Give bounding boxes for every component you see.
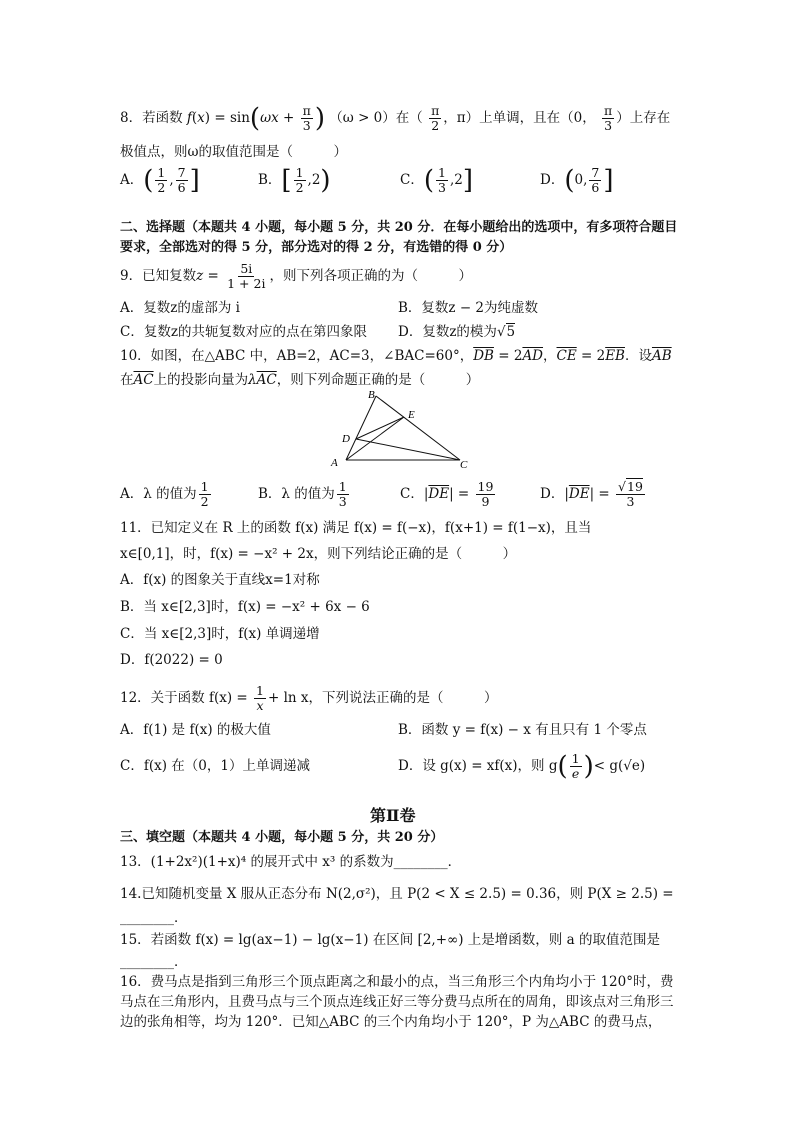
- q9-option-a: A．复数z的虚部为 i: [120, 300, 240, 316]
- q11-option-c: C．当 x∈[2,3]时，f(x) 单调递增: [120, 626, 320, 642]
- q9-option-d: D．复数z的模为√5: [398, 324, 516, 340]
- section3-heading: 三、填空题（本题共 4 小题，每小题 5 分，共 20 分）: [120, 830, 444, 845]
- q10-option-b: B．λ 的值为 $\frac{1}{3}$: [258, 479, 347, 509]
- q9-frac: $\frac{5i}{1 + 2i}$: [227, 261, 266, 291]
- q10-text-b: ．设: [624, 348, 652, 364]
- q12-option-d-text-b: < g(√e): [593, 758, 646, 774]
- q10-triangle-figure: [326, 386, 476, 470]
- q8-option-c: C．( $\frac{1}{3}$ ,2]: [400, 165, 473, 196]
- q8-opt-label-b: B．: [258, 172, 282, 188]
- q11-line1: 11．已知定义在 R 上的函数 f(x) 满足 f(x) = f(−x)，f(x+1) = f(1−x)，且当: [120, 520, 592, 536]
- q12-option-d-text-a: D．设 g(x) = xf(x)，则 g: [398, 758, 558, 774]
- segment-ae: [346, 417, 404, 460]
- q15-line2: ________．: [120, 954, 188, 970]
- q12-option-a: A．f(1) 是 f(x) 的极大值: [120, 722, 271, 738]
- q8-text-a: 8．若函数: [120, 110, 183, 126]
- edge-ab: [346, 396, 376, 460]
- q9-stem: 9．已知复数z = $\frac{5i}{1 + 2i}$ ，则下列各项正确的为（ ）: [120, 261, 472, 291]
- q8-frac-pi2: $\frac{\pi}{2}$: [431, 103, 440, 133]
- q8-option-d: D．(0, $\frac{7}{6}$ ]: [540, 165, 614, 196]
- q14-line2: ________．: [120, 910, 188, 926]
- q8-opt-label-a: A．: [120, 172, 144, 188]
- q12-text-a: 12．关于函数 f(x) =: [120, 690, 248, 706]
- q8-text-c: ）上单调，且在（0，: [465, 110, 596, 126]
- q11-line2: x∈[0,1]，时，f(x) = −x² + 2x，则下列结论正确的是（ ）: [120, 546, 517, 562]
- q15-line1: 15．若函数 f(x) = lg(ax−1) − lg(x−1) 在区间 [2,+∞) 上是增函数，则 a 的取值范围是: [120, 932, 660, 948]
- q8-func: f: [186, 110, 192, 126]
- q10-text-c: 在: [120, 372, 134, 388]
- part2-heading: 第Ⅱ卷: [370, 806, 416, 825]
- q10-option-c-text: C．: [400, 486, 424, 502]
- q10-option-b-text: B．λ 的值为: [258, 486, 335, 502]
- section2-heading: 二、选择题（本题共 4 小题，每小题 5 分，共 20 分．在每小题给出的选项中，有多项符合题目要求，全部选对的得 5 分，部分选对的得 2 分，有选错的得 0 分）: [120, 220, 678, 255]
- q10-text-d: 上的投影向量为: [153, 372, 249, 388]
- q8-option-b: B．[ $\frac{1}{2}$ ,2): [258, 165, 331, 196]
- q12-option-b: B．函数 y = f(x) − x 有且只有 1 个零点: [398, 722, 647, 738]
- q12-frac: $\frac{1}{x}$: [256, 683, 264, 713]
- q11-option-b: B．当 x∈[2,3]时，f(x) = −x² + 6x − 6: [120, 599, 370, 615]
- label-a: A: [331, 457, 338, 469]
- q8-line2: 极值点，则ω的取值范围是（ ）: [120, 144, 348, 160]
- q9-option-b: B．复数z − 2为纯虚数: [398, 300, 539, 316]
- q8-opt-label-c: C．: [400, 172, 424, 188]
- q12-stem: [120, 684, 498, 713]
- label-d: D: [342, 433, 350, 445]
- q10-text-e: ，则下列命题正确的是（ ）: [276, 372, 480, 388]
- q8-opt-label-d: D．: [540, 172, 565, 188]
- q8-frac-pi3: $\frac{\pi}{3}$: [302, 103, 311, 133]
- q10-option-a-text: A．λ 的值为: [120, 486, 197, 502]
- q12-option-d: D．设 g(x) = xf(x)，则 g( $\frac{1}{e}$ )< g(√e): [398, 751, 646, 782]
- label-b: B: [368, 389, 375, 401]
- q13: 13．(1+2x²)(1+x)⁴ 的展开式中 x³ 的系数为________．: [120, 854, 462, 870]
- q8-option-a: A．( $\frac{1}{2}$ , $\frac{7}{6}$ ]: [120, 165, 200, 196]
- q10-option-c: C．$|\overline{DE}|$ = $\frac{19}{9}$: [400, 479, 494, 509]
- label-c: C: [460, 459, 468, 470]
- q9-option-d-text: D．复数z的模为: [398, 324, 497, 340]
- q9-option-c: C．复数z的共轭复数对应的点在第四象限: [120, 324, 367, 340]
- q12-option-c: C．f(x) 在（0，1）上单调递减: [120, 758, 310, 774]
- q10-option-d: D．$|\overline{DE}|$ = $\frac{√19}{3}$: [540, 479, 643, 509]
- q10-option-a: A．λ 的值为 $\frac{1}{2}$: [120, 479, 209, 509]
- q10-line2: 在$\overline{AC}$上的投影向量为$\lambda\overline{AC}$，则下列命题正确的是（ ）: [120, 372, 480, 388]
- segment-dc: [356, 439, 460, 460]
- label-e: E: [408, 409, 415, 421]
- q8-frac-pi3b: $\frac{\pi}{3}$: [604, 103, 613, 133]
- segment-de: [356, 417, 404, 439]
- q9-text-a: 9．已知复数: [120, 268, 197, 284]
- q10-text-a: 10．如图，在△ABC 中，AB=2，AC=3，∠BAC=60°，: [120, 348, 474, 364]
- q14-line1: 14.已知随机变量 X 服从正态分布 N(2,σ²)，且 P(2 < X ≤ 2.5) = 0.36，则 P(X ≥ 2.5) =: [120, 886, 674, 902]
- q9-text-b: ，则下列各项正确的为（ ）: [269, 268, 472, 284]
- q10-line1: 10．如图，在△ABC 中，AB=2，AC=3，∠BAC=60°，$\overline{DB} = 2\overline{AD}$，$\overline{CE} = 2\overline{EB}$．设$\overline{AB}$: [120, 348, 672, 364]
- q10-option-d-text: D．: [540, 486, 565, 502]
- q8-text-d: ）上存在: [616, 110, 671, 126]
- q8-line1: 8．若函数 f(x) = sin(ωx + $\frac{\pi}{3}$ ) （ω > 0）在（ $\frac{\pi}{2}$ ，π）上单调，且在（0， $\frac{\pi}{3}$ ）上存在: [120, 103, 671, 134]
- q16-text: 16．费马点是指到三角形三个顶点距离之和最小的点，当三角形三个内角均小于 120°时，费马点在三角形内，且费马点与三个顶点连线正好三等分费马点所在的周角，即该点对三角形三边的张角相等，均为 120°．已知△ABC 的三个内角均小于 120°，P 为△ABC 的费马点，: [120, 974, 674, 1030]
- q11-option-d: D．f(2022) = 0: [120, 652, 223, 668]
- q8-text-b: （ω > 0）在（: [329, 110, 423, 126]
- q11-option-a: A．f(x) 的图象关于直线x=1对称: [120, 572, 320, 588]
- q12-text-b: + ln x，下列说法正确的是（ ）: [267, 690, 498, 706]
